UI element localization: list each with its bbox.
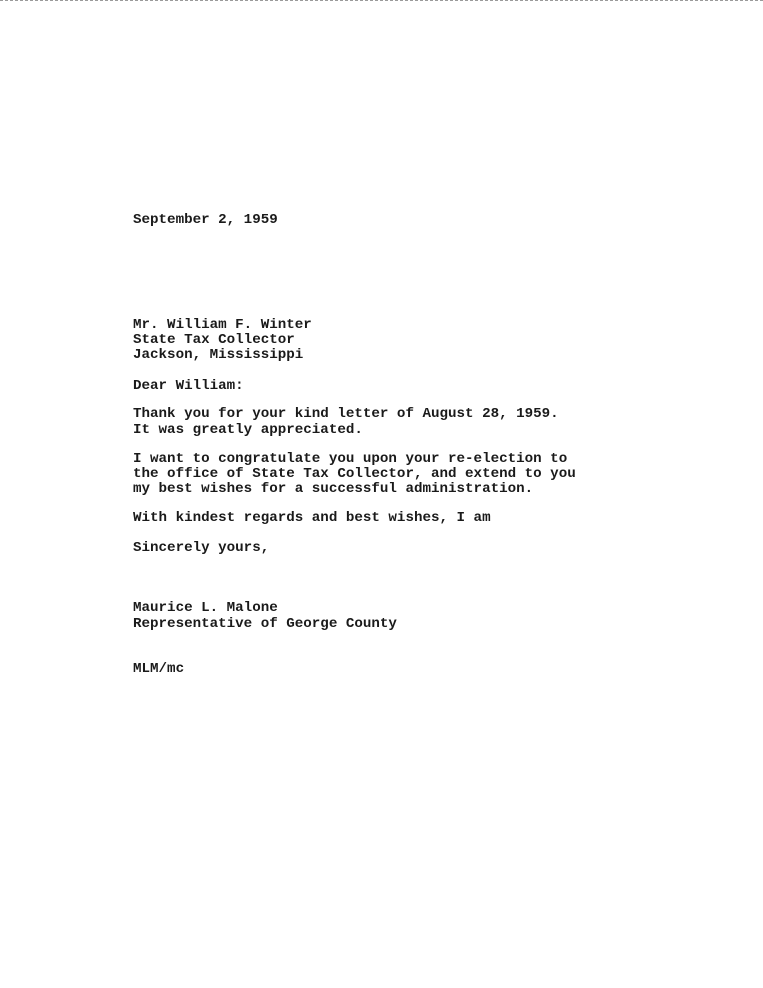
signer-title: Representative of George County: [133, 616, 397, 632]
paragraph-1-line-2: It was greatly appreciated.: [133, 422, 363, 438]
salutation: Dear William:: [133, 378, 244, 394]
paragraph-2-line-3: my best wishes for a successful administration.: [133, 481, 534, 497]
paragraph-3: With kindest regards and best wishes, I am: [133, 510, 491, 526]
reference-initials: MLM/mc: [133, 661, 185, 677]
recipient-name: Mr. William F. Winter: [133, 317, 312, 333]
signer-name: Maurice L. Malone: [133, 600, 278, 616]
letter-date: September 2, 1959: [133, 212, 278, 228]
page-edge-border: [0, 0, 763, 3]
closing: Sincerely yours,: [133, 540, 270, 556]
recipient-location: Jackson, Mississippi: [133, 347, 304, 363]
recipient-title: State Tax Collector: [133, 332, 295, 348]
paragraph-2-line-1: I want to congratulate you upon your re-election to: [133, 451, 568, 467]
paragraph-1-line-1: Thank you for your kind letter of August 28, 1959.: [133, 406, 559, 422]
paragraph-2-line-2: the office of State Tax Collector, and extend to you: [133, 466, 576, 482]
